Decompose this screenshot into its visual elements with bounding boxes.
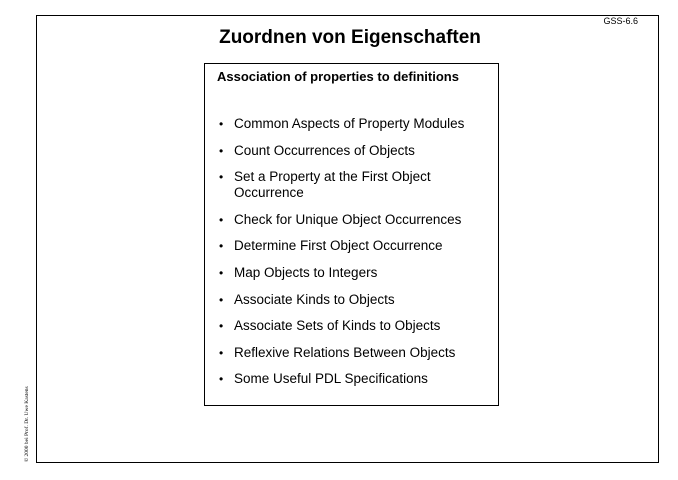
bullet-icon: • bbox=[219, 143, 224, 158]
list-item bbox=[219, 169, 494, 201]
box-heading: Association of properties to definitions bbox=[217, 69, 459, 84]
list-item-label: Determine First Object Occurrence bbox=[234, 238, 443, 254]
content-box bbox=[204, 63, 499, 406]
bullet-icon: • bbox=[219, 265, 224, 280]
bullet-icon: • bbox=[219, 212, 224, 227]
list-item-label: Some Useful PDL Specifications bbox=[234, 371, 428, 387]
list-item bbox=[219, 143, 494, 159]
bullet-icon: • bbox=[219, 345, 224, 360]
list-item-label: Count Occurrences of Objects bbox=[234, 142, 415, 158]
bullet-icon: • bbox=[219, 239, 224, 254]
list-item-label: Common Aspects of Property Modules bbox=[234, 116, 465, 131]
list-item-label: Associate Kinds to Objects bbox=[234, 291, 395, 307]
list-item bbox=[219, 292, 494, 308]
list-item bbox=[219, 265, 494, 281]
list-item-label: Map Objects to Integers bbox=[234, 264, 378, 280]
list-item bbox=[219, 212, 494, 228]
list-item-label: Associate Sets of Kinds to Objects bbox=[234, 318, 441, 334]
copyright-notice: © 2000 bei Prof. Dr. Uwe Kastens bbox=[24, 386, 30, 462]
list-item bbox=[219, 345, 494, 361]
bullet-icon: • bbox=[219, 170, 224, 185]
topic-list bbox=[219, 116, 494, 398]
list-item-label: Check for Unique Object Occurrences bbox=[234, 211, 462, 227]
list-item bbox=[219, 238, 494, 254]
bullet-icon: • bbox=[219, 319, 224, 334]
list-item-label: Set a Property at the First Object Occurrence bbox=[234, 169, 431, 201]
bullet-icon: • bbox=[219, 117, 224, 131]
page-title: Zuordnen von Eigenschaften bbox=[219, 27, 481, 48]
bullet-icon: • bbox=[219, 292, 224, 307]
list-item bbox=[219, 318, 494, 334]
slide-id: GSS-6.6 bbox=[603, 16, 638, 26]
bullet-icon: • bbox=[219, 372, 224, 387]
list-item-label: Reflexive Relations Between Objects bbox=[234, 344, 456, 360]
list-item bbox=[219, 116, 494, 132]
list-item bbox=[219, 371, 494, 387]
